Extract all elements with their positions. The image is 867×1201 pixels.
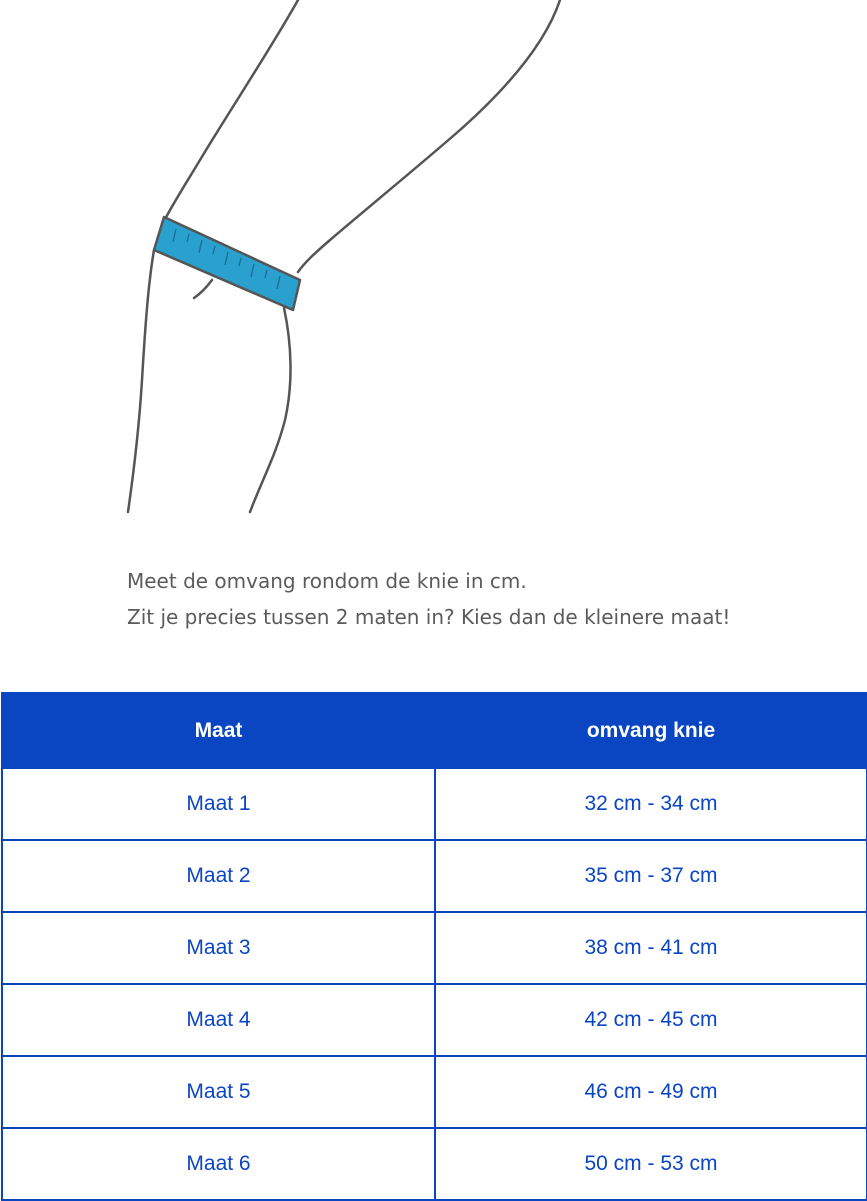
table-row	[2, 840, 867, 912]
circumference-cell: 46 cm - 49 cm	[435, 1056, 867, 1128]
header-size: Maat	[2, 693, 435, 768]
size-cell: Maat 6	[2, 1128, 435, 1200]
size-cell: Maat 3	[2, 912, 435, 984]
size-cell: Maat 1	[2, 768, 435, 840]
knee-illustration	[0, 0, 867, 530]
table-row	[2, 1128, 867, 1200]
circumference-cell: 35 cm - 37 cm	[435, 840, 867, 912]
table-row	[2, 984, 867, 1056]
measuring-tape-icon	[154, 217, 300, 310]
size-chart-table	[1, 692, 867, 1201]
header-knee-circumference: omvang knie	[435, 693, 867, 768]
size-cell: Maat 2	[2, 840, 435, 912]
table-header-row	[2, 693, 867, 768]
size-cell: Maat 4	[2, 984, 435, 1056]
circumference-cell: 38 cm - 41 cm	[435, 912, 867, 984]
measuring-instructions	[127, 563, 847, 635]
instruction-line-between-sizes: Zit je precies tussen 2 maten in? Kies dan de kleinere maat!	[127, 605, 731, 629]
circumference-cell: 32 cm - 34 cm	[435, 768, 867, 840]
circumference-cell: 50 cm - 53 cm	[435, 1128, 867, 1200]
size-cell: Maat 5	[2, 1056, 435, 1128]
instruction-line-measure: Meet de omvang rondom de knie in cm.	[127, 569, 527, 593]
circumference-cell: 42 cm - 45 cm	[435, 984, 867, 1056]
table-row	[2, 912, 867, 984]
table-row	[2, 1056, 867, 1128]
table-row	[2, 768, 867, 840]
